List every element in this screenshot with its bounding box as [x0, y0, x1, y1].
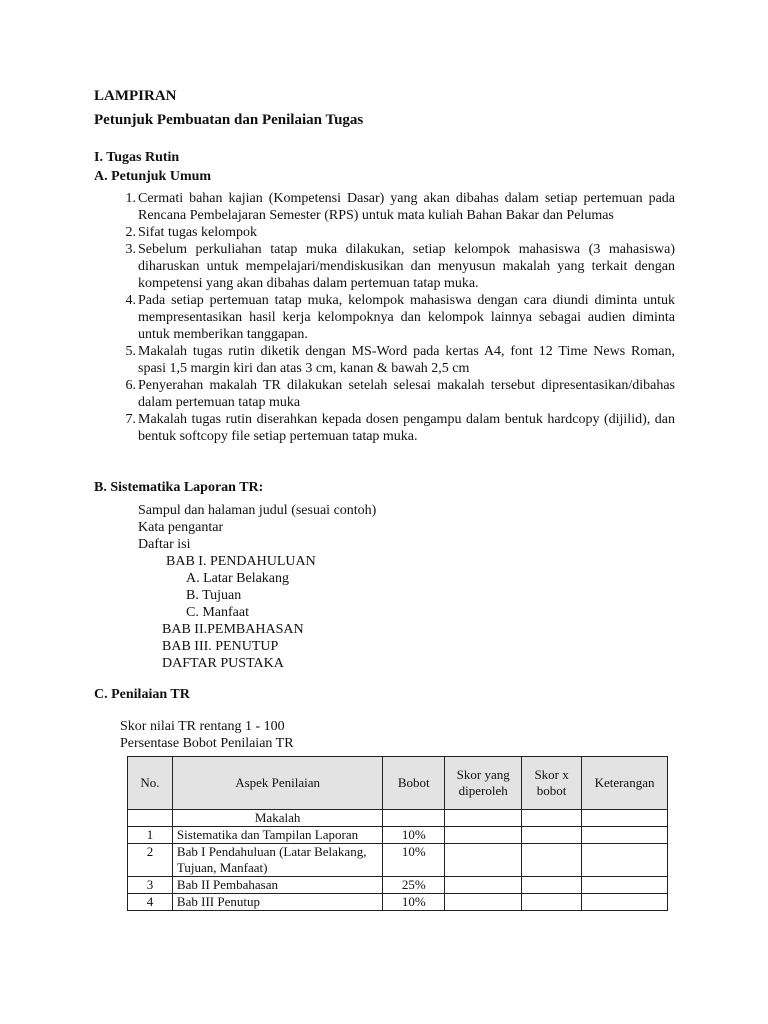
grading-table: [127, 756, 668, 911]
section-c-heading: C. Penilaian TR: [94, 687, 190, 702]
outline-toc: Daftar isi: [138, 537, 191, 552]
list-item: 5. Makalah tugas rutin diketik dengan MS-Word pada kertas A4, font 12 Time News Roman, spasi 1,5 margin kiri dan atas 3 cm, kanan & bawah 2,5 cm: [125, 344, 675, 376]
section-b-heading: B. Sistematika Laporan TR:: [94, 480, 264, 495]
weight-caption: Persentase Bobot Penilaian TR: [120, 736, 294, 751]
section-a-heading: A. Petunjuk Umum: [94, 169, 212, 184]
list-item: 1. Cermati bahan kajian (Kompetensi Dasar) yang akan dibahas dalam setiap pertemuan pada Rencana Pembelajaran Semester (RPS) untuk mata kuliah Bahan Bakar dan Pelumas: [125, 191, 675, 223]
appendix-title: LAMPIRAN: [94, 88, 177, 104]
group-label: Makalah: [172, 810, 382, 827]
outline-preface: Kata pengantar: [138, 520, 224, 535]
header-note: Keterangan: [582, 757, 668, 810]
section-i-heading: I. Tugas Rutin: [94, 150, 180, 165]
outline-bab3: BAB III. PENUTUP: [162, 639, 279, 654]
header-weight: Bobot: [383, 757, 445, 810]
outline-bab2: BAB II.PEMBAHASAN: [162, 622, 304, 637]
outline-bab1-b: B. Tujuan: [186, 588, 242, 603]
table-row: 3 Bab II Pembahasan 25%: [128, 877, 668, 894]
table-row: 4 Bab III Penutup 10%: [128, 894, 668, 911]
list-item: 2. Sifat tugas kelompok: [125, 225, 257, 240]
table-header-row: [128, 757, 668, 810]
header-no: No.: [128, 757, 173, 810]
header-score: Skor yang diperoleh: [445, 757, 522, 810]
header-score-x-weight: Skor x bobot: [522, 757, 582, 810]
score-range-text: Skor nilai TR rentang 1 - 100: [120, 719, 285, 734]
list-item: 4. Pada setiap pertemuan tatap muka, kelompok mahasiswa dengan cara diundi diminta untuk mempresentasikan hasil kerja kelompoknya dan kelompok lainnya sebagai audien diminta untuk memberikan tanggapan.: [125, 293, 675, 342]
header-aspect: Aspek Penilaian: [172, 757, 382, 810]
document-subtitle: Petunjuk Pembuatan dan Penilaian Tugas: [94, 112, 364, 128]
table-group-row: [128, 810, 668, 827]
outline-bab1-a: A. Latar Belakang: [186, 571, 290, 586]
outline-refs: DAFTAR PUSTAKA: [162, 656, 284, 671]
outline-bab1: BAB I. PENDAHULUAN: [166, 554, 316, 569]
outline-bab1-c: C. Manfaat: [186, 605, 249, 620]
general-instructions-list: [125, 190, 675, 445]
list-item: 7. Makalah tugas rutin diserahkan kepada dosen pengampu dalam bentuk hardcopy (dijilid), dan bentuk softcopy file setiap pertemuan tatap muka.: [125, 412, 675, 444]
outline-cover: Sampul dan halaman judul (sesuai contoh): [138, 503, 377, 518]
table-row: 1 Sistematika dan Tampilan Laporan 10%: [128, 827, 668, 844]
list-item: 6. Penyerahan makalah TR dilakukan setelah selesai makalah tersebut dipresentasikan/dibahas dalam pertemuan tatap muka: [125, 378, 675, 410]
list-item: 3. Sebelum perkuliahan tatap muka dilakukan, setiap kelompok mahasiswa (3 mahasiswa) diharuskan untuk mempelajari/mendiskusikan dan menyusun makalah yang terkait dengan kompetensi yang akan dibahas dalam pertemuan tatap muka.: [125, 242, 675, 291]
table-row: 2 Bab I Pendahuluan (Latar Belakang, Tujuan, Manfaat) 10%: [128, 844, 668, 877]
